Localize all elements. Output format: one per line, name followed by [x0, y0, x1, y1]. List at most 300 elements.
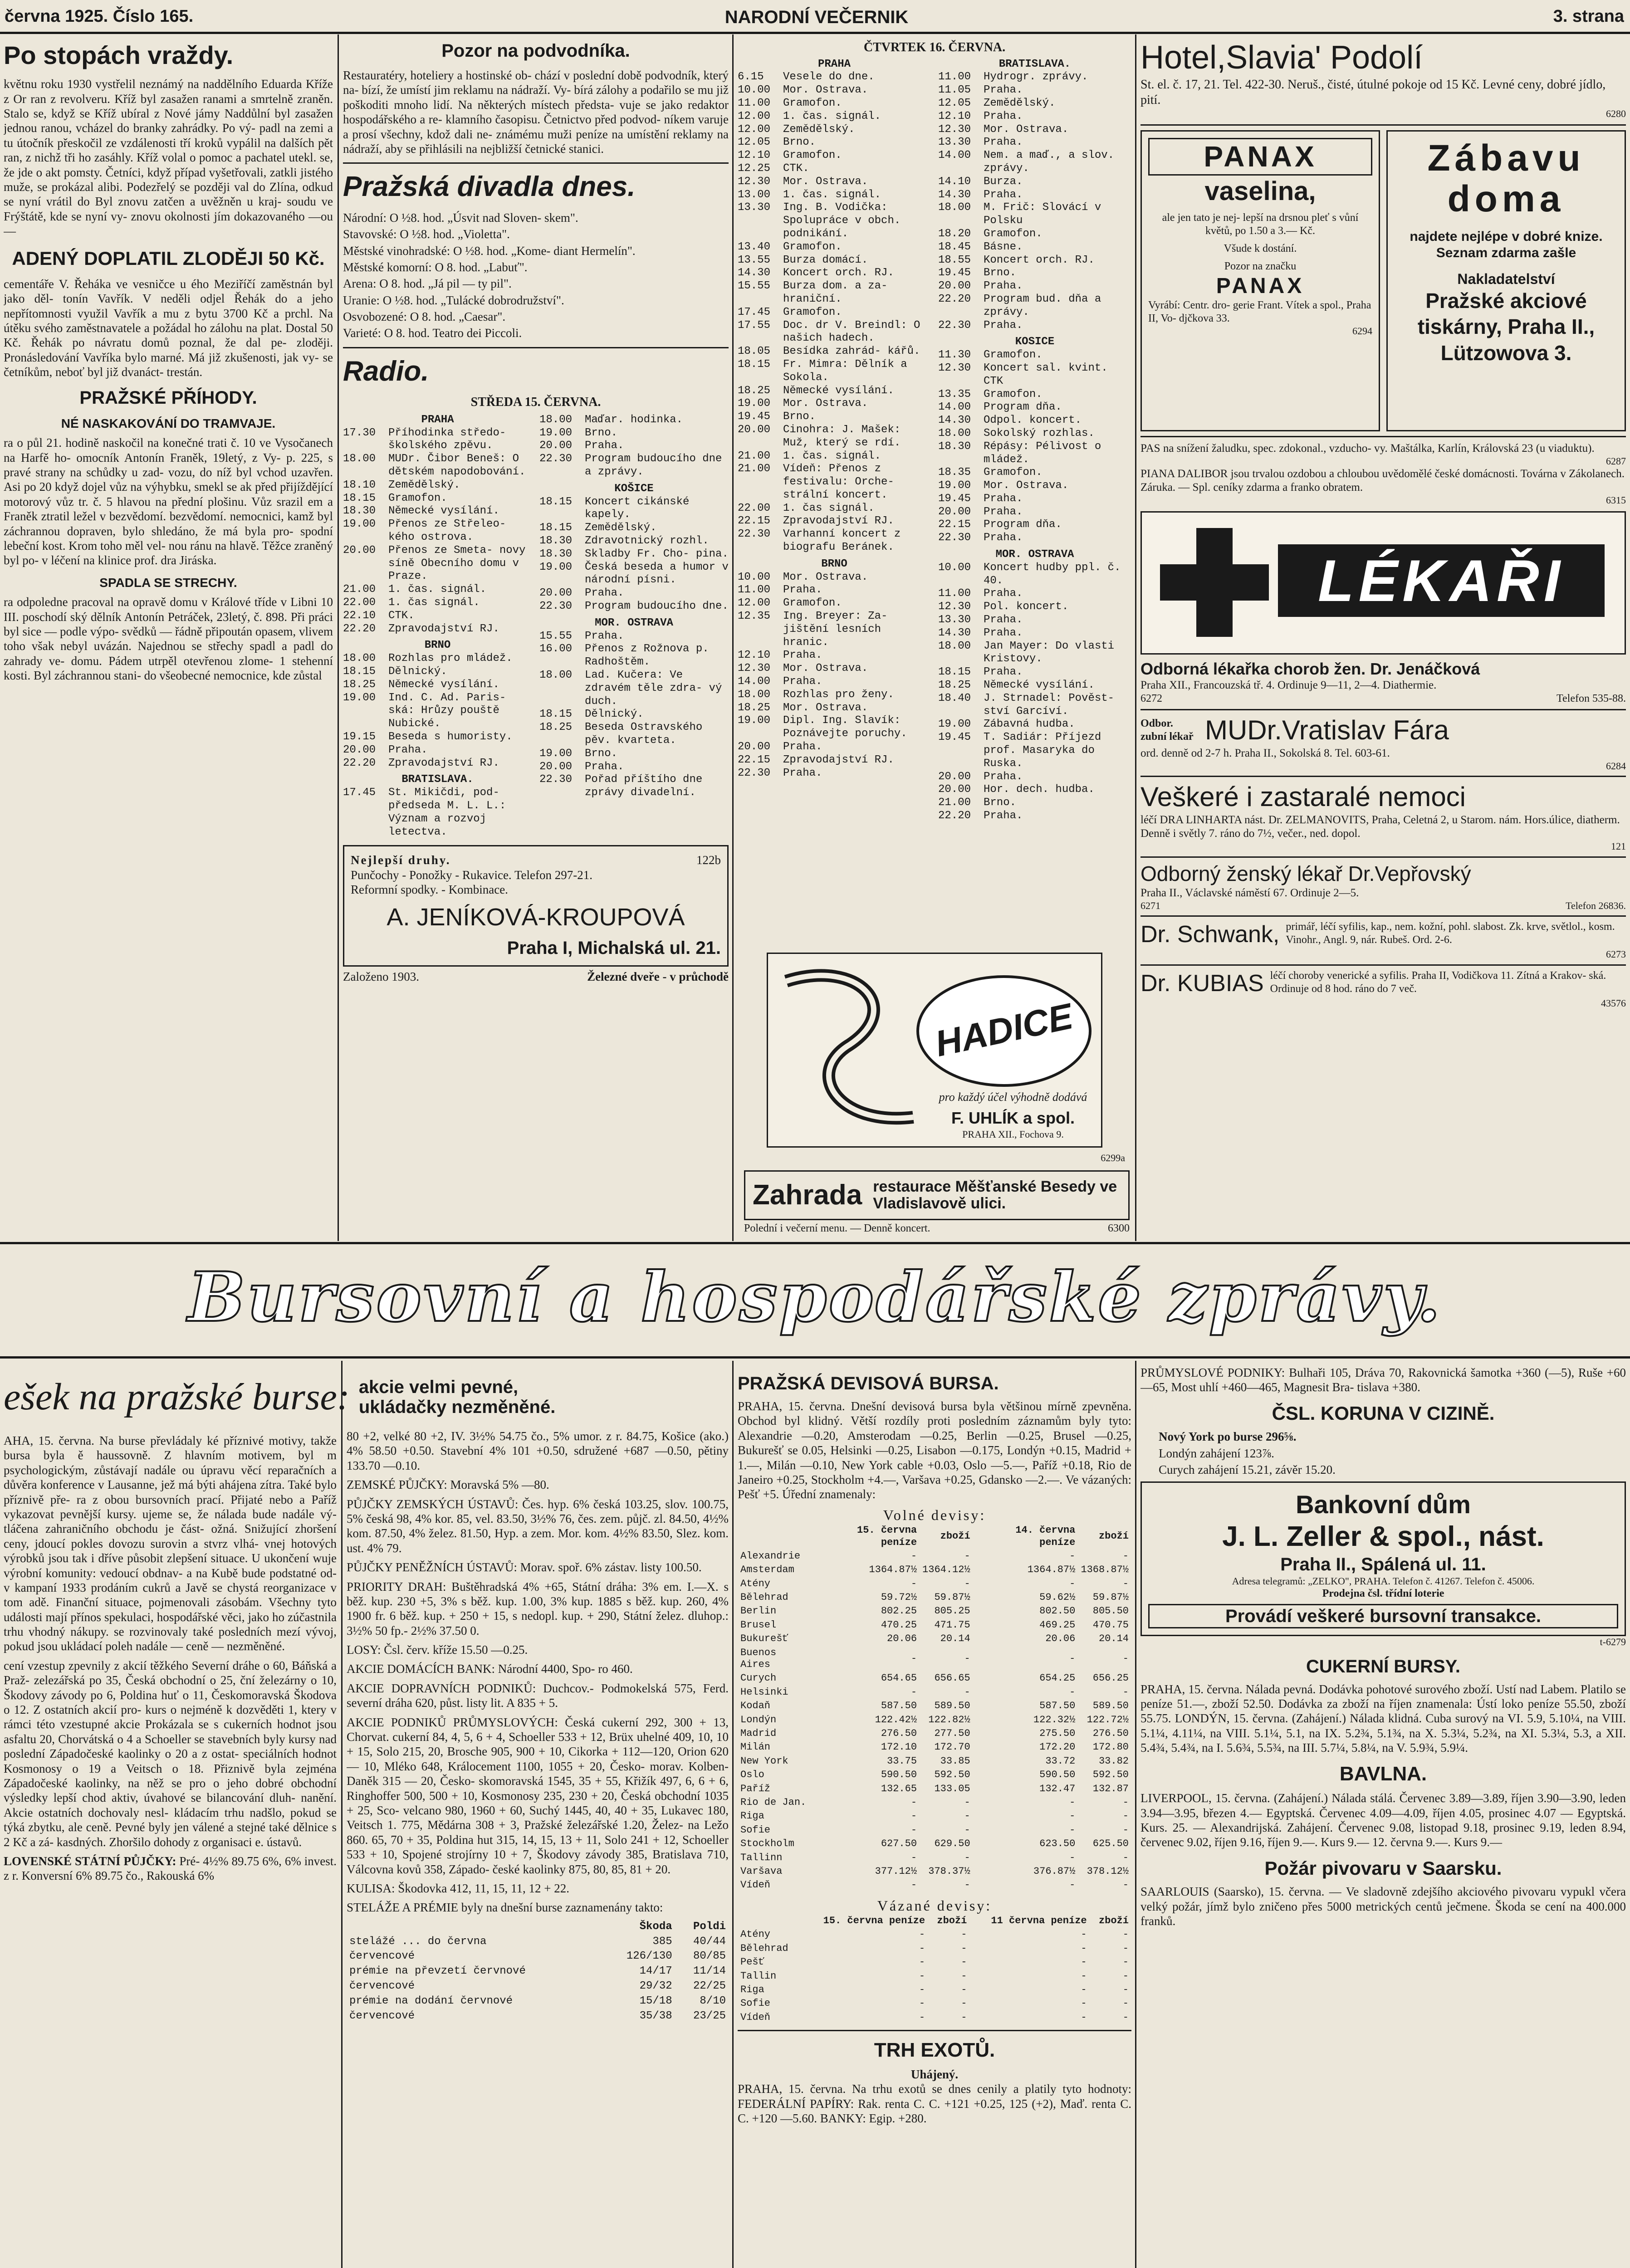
- schedule-item: Praha.: [984, 770, 1023, 783]
- table-cell: 592.50: [934, 1769, 970, 1781]
- schedule-time: 13.30: [938, 136, 971, 149]
- table-cell: 629.50: [934, 1838, 970, 1850]
- schedule-row: [738, 110, 931, 123]
- devisa-row: [738, 1740, 1131, 1754]
- schedule-row: [938, 201, 1131, 228]
- schedule-item: Gramofon.: [984, 349, 1043, 362]
- schedule-row: [938, 562, 1131, 588]
- schedule-row: [539, 773, 729, 800]
- table-cell: 122.32½: [1033, 1714, 1076, 1725]
- schedule-time: 19.00: [539, 561, 573, 573]
- table-cell: -: [964, 1824, 970, 1836]
- radio2-right: [938, 58, 1131, 823]
- table-cell: 172.20: [1039, 1741, 1076, 1753]
- table-header: 15. června peníze: [823, 1915, 925, 1927]
- table-cell: -: [964, 1550, 970, 1562]
- schedule-item: CTK.: [388, 609, 415, 622]
- ad-panax-sub: vaselina,: [1204, 176, 1316, 206]
- table-cell: -: [1069, 1879, 1076, 1891]
- schedule-item: Cinohra: J. Mašek: Muž, který se rdí.: [783, 423, 901, 449]
- ad-zeller-slogan: Provádí veškeré bursovní transakce.: [1148, 1604, 1618, 1628]
- schedule-time: 17.45: [343, 787, 376, 799]
- table-cell: 33.72: [1045, 1755, 1076, 1767]
- schedule-row: [938, 601, 1131, 614]
- table-cell: -: [919, 1984, 925, 1996]
- table-cell: 277.50: [934, 1727, 970, 1739]
- devisa-row: [738, 1672, 1131, 1685]
- banner-rule-top: [0, 1242, 1630, 1244]
- devisa-vazana-row: [738, 1983, 1131, 1997]
- schedule-row: [938, 614, 1131, 627]
- table-cell: Atény: [740, 1578, 771, 1589]
- ad-panax-text2: Všude k dostání.: [1224, 242, 1297, 254]
- schedule-time: 11.05: [938, 84, 971, 97]
- station-ostrava: MOR. OSTRAVA: [595, 616, 673, 629]
- schedule-row: [539, 669, 729, 708]
- table-cell: -: [1069, 1550, 1076, 1562]
- ad-zahrada-code: 6300: [1108, 1222, 1130, 1234]
- schedule-time: 20.00: [343, 544, 376, 557]
- schedule-time: 22.30: [738, 528, 771, 541]
- schedule-item: Program budoucího dne.: [585, 600, 729, 612]
- ad-panax-maker: Vyrábí: Centr. dro- gerie Frant. Vítek a spol., Praha II, Vo- djčkova 33.: [1148, 299, 1371, 324]
- schedule-item: Répásy: Pélivost o mládež.: [984, 440, 1101, 466]
- stelaze-row: [347, 2009, 729, 2024]
- schedule-row: [539, 761, 729, 774]
- table-cell: 35/38: [639, 2009, 672, 2022]
- table-cell: 587.50: [881, 1700, 917, 1712]
- schedule-time: 18.00: [539, 669, 573, 681]
- ad-panax: [1141, 130, 1380, 431]
- devisa-row: [738, 1591, 1131, 1604]
- schedule-item: Praha.: [984, 614, 1023, 626]
- stelaze-table: [347, 1920, 729, 2024]
- table-cell: 805.50: [1092, 1605, 1129, 1617]
- radio-left: [343, 414, 532, 839]
- schedule-time: 22.20: [938, 293, 971, 305]
- masthead-rule: [0, 32, 1630, 34]
- ad-zabavu-name: Pražské akciové tiskárny, Praha II., Lützowova 3.: [1417, 288, 1595, 365]
- schedule-row: [343, 731, 532, 744]
- burse-pujcky-text: Pré- 4½% 89.75 6%, 6% invest. z r. Konversní 6% 89.75 čo., Rakouská 6%: [4, 1854, 337, 1883]
- schedule-time: 12.00: [738, 123, 771, 136]
- schedule-time: 12.10: [938, 110, 971, 122]
- table-cell: 802.50: [1039, 1605, 1076, 1617]
- table-cell: 132.65: [881, 1783, 917, 1794]
- burse-text-column: [4, 1433, 337, 2268]
- ad-fara-pre: Odbor. zubní lékař: [1141, 717, 1194, 743]
- schedule-item: Mor. Ostrava.: [783, 701, 868, 714]
- radio-day: STŘEDA 15. ČERVNA.: [470, 395, 601, 410]
- ad-panax-brand: PANAX: [1216, 274, 1305, 298]
- article-thief: cementáře V. Řeháka ve vesničce u ého Meziříčí zaměstnán byl jako děl- tonín Vavřík. V neděli odjel Řehák do a jeho nepřítomnosti využil Vavřík a mu z bytu 3700 Kč a prchl. Na útěku svého zaměstnavatele a požádal ho zálohu na plat. Dostal 50 Kč. Řehák po návratu domů poznal, že dal pe- zloději. Pronásledování Vavříka bylo marné. Má již zkušenosti, jak vy- se četníkům, neboť byl již dvanáct- trestán.: [4, 277, 333, 379]
- table-cell: 802.25: [881, 1605, 917, 1617]
- table-cell: 470.75: [1092, 1619, 1129, 1631]
- schedule-time: 11.30: [938, 349, 971, 362]
- schedule-time: 22.30: [539, 773, 573, 786]
- mid-zemske: ZEMSKÉ PŮJČKY: Moravská 5% —80.: [347, 1478, 549, 1492]
- table-cell: Londýn: [740, 1714, 777, 1725]
- schedule-row: [938, 401, 1131, 414]
- burse-title-sub: akcie velmi pevné, ukládačky nezměněné.: [358, 1377, 556, 1417]
- table-cell: -: [1069, 1810, 1076, 1822]
- masthead-date: červnа 1925. Číslo 165.: [5, 7, 194, 26]
- table-cell: -: [910, 1578, 917, 1589]
- ad-jenikova-title: Nejlepší druhy.: [351, 853, 451, 867]
- schedule-row: [938, 71, 1131, 84]
- schedule-time: 18.00: [938, 201, 971, 214]
- mid-losy: LOSY: Čsl. červ. kříže 15.50 —0.25.: [347, 1643, 528, 1657]
- schedule-time: 18.00: [343, 453, 376, 465]
- schedule-row: [938, 293, 1131, 319]
- theatre-item: Osvobozené: O 8. hod. „Caesar".: [343, 310, 506, 324]
- schedule-item: Burza dom. a za- hraniční.: [783, 280, 888, 305]
- ad-veprovsky-title: Odborný ženský lékař Dr.Vepřovský: [1141, 861, 1471, 885]
- schedule-row: [738, 358, 931, 385]
- schedule-item: Koncert orch. RJ.: [984, 254, 1095, 266]
- schedule-row: [738, 610, 931, 649]
- table-cell: -: [1122, 1578, 1129, 1589]
- table-cell: 59.72½: [881, 1592, 917, 1603]
- schedule-row: [938, 97, 1131, 110]
- schedule-time: 18.15: [539, 708, 573, 721]
- schedule-item: 1. čas signál.: [783, 502, 875, 514]
- cross-icon: [1155, 523, 1273, 641]
- schedule-time: 18.00: [738, 688, 771, 701]
- table-cell: 172.10: [881, 1741, 917, 1753]
- lekari-banner: [1141, 511, 1626, 655]
- exot-text: PRAHA, 15. června. Na trhu exotů se dnes cenily a platily tyto hodnoty: FEDERÁLNÍ PAPÍRY: Rak. renta C. C. +121 +0.25, 125 (+2), Maď. renta C. C. +120 —5.60. BANKY: Egip. +280.: [738, 2082, 1131, 2126]
- devisa-row: [738, 1686, 1131, 1699]
- schedule-row: [738, 267, 931, 280]
- table-cell: Riga: [740, 1984, 764, 1996]
- schedule-row: [343, 652, 532, 665]
- schedule-row: [539, 561, 729, 587]
- schedule-row: [539, 630, 729, 643]
- schedule-time: 17.55: [738, 319, 771, 332]
- mid-priority: PRIORITY DRAH: Buštěhradská 4% +65, Státní dráha: 3% em. I.—X. s běž. kup. 230 +5, 3% s běž. kup. 1.00, 3% kup. 1885 s běž. kup. 260, 4% 1900 fr. 6 běž. kup. + 250 + 15, s nedopl. kup. + 290, Státní želez. dluhop.: 3½% 50 fp.- 2½% 37.50 0.: [347, 1579, 729, 1637]
- schedule-row: [343, 787, 532, 839]
- schedule-row: [738, 741, 931, 754]
- ad-zahrada-text: restaurace Měšťanské Besedy ve Vladislavově ulici.: [873, 1178, 1117, 1212]
- schedule-item: Praha.: [984, 188, 1023, 201]
- schedule-row: [539, 600, 729, 613]
- schedule-time: 10.00: [738, 84, 771, 97]
- schedule-row: [343, 505, 532, 518]
- schedule-row: [938, 427, 1131, 440]
- schedule-row: [938, 771, 1131, 784]
- devisy-vazane-title: Vázané devisy:: [877, 1897, 992, 1914]
- schedule-item: Praha.: [585, 587, 624, 600]
- schedule-item: Zpravodajství RJ.: [388, 757, 499, 769]
- schedule-row: [343, 623, 532, 636]
- schedule-item: Brno.: [783, 136, 816, 149]
- schedule-time: 14.00: [938, 401, 971, 414]
- schedule-time: 22.20: [343, 757, 376, 769]
- ad-zahrada: [744, 1170, 1130, 1220]
- table-cell: 1368.87½: [1081, 1564, 1129, 1576]
- schedule-item: Burza.: [984, 175, 1023, 188]
- devisa-vazana-row: [738, 2011, 1131, 2024]
- table-cell: 59.87½: [1092, 1592, 1129, 1603]
- table-header: [347, 1920, 603, 1935]
- mid-text: 80 +2, velké 80 +2, IV. 3½% 54.75 čo., 5% umor. z r. 84.75, Košice (ako.) 4% 58.50 +0.50. Stavební 4% 101 +0.50, sdružené +687 —0.50, pětiny 133.70 —0.10.: [347, 1429, 729, 1472]
- table-cell: Varšava: [740, 1865, 783, 1877]
- table-cell: -: [910, 1879, 917, 1891]
- schedule-row: [738, 714, 931, 741]
- table-cell: -: [919, 1942, 925, 1954]
- devisa-row: [738, 1823, 1131, 1837]
- schedule-row: [738, 528, 931, 554]
- schedule-row: [938, 189, 1131, 202]
- subhead-roof: SPADLA SE STRECHY.: [99, 575, 237, 590]
- stelaze-row: [347, 1935, 729, 1950]
- schedule-time: 19.00: [539, 426, 573, 439]
- table-cell: 470.25: [881, 1619, 917, 1631]
- table-cell: -: [964, 1852, 970, 1863]
- table-cell: 20.14: [940, 1633, 970, 1645]
- table-header: 14. června peníze: [1015, 1525, 1076, 1548]
- schedule-time: 22.10: [343, 609, 376, 622]
- schedule-row: [938, 783, 1131, 797]
- schedule-item: Praha.: [585, 630, 624, 642]
- schedule-time: 20.00: [539, 587, 573, 600]
- devisy-column: [738, 1365, 1131, 2268]
- table-cell: Helsinki: [740, 1686, 788, 1698]
- schedule-item: 1. čas. signál.: [783, 450, 881, 462]
- table-cell: Paříž: [740, 1783, 771, 1794]
- ad-panax-warn: Pozor na značku: [1224, 260, 1297, 272]
- schedule-time: 11.00: [738, 584, 771, 596]
- schedule-row: [539, 587, 729, 600]
- table-cell: -: [961, 1942, 967, 1954]
- ad-fara-text: ord. denně od 2-7 h. Praha II., Sokolská 8. Tel. 603-61.: [1141, 747, 1390, 759]
- schedule-time: 12.30: [938, 123, 971, 136]
- ad-veprovsky-code: 6271: [1141, 899, 1160, 911]
- table-cell: -: [1081, 2011, 1087, 2023]
- ad-hadice-sub: pro každý účel výhodně dodává: [939, 1090, 1087, 1104]
- schedule-row: [738, 397, 931, 411]
- schedule-time: 18.00: [343, 652, 376, 665]
- schedule-time: 6.15: [738, 71, 764, 83]
- schedule-time: 18.05: [738, 345, 771, 358]
- table-cell: Atény: [740, 1929, 771, 1941]
- schedule-time: 10.00: [938, 561, 971, 574]
- devisy-table: [738, 1524, 1131, 1892]
- schedule-row: [738, 767, 931, 780]
- article-roof: ra odpoledne pracoval na opravě domu v Králové tříde v Libni 10 III. poschodí ský dělník Antonín Petráček, 23letý, č. 898. Při práci byl sice — podle výpo- svědků — řádně připoután opasem, vlivem toho však nebyl uvázán. Najednou se střechy spadl a padl do zahrady ve- domu. Pádem utrpěl otevřenou zlome- 1 stehenní kosti. Byl záchrannou stani- do všeobecné nemocnice, kde zůstal: [4, 595, 333, 683]
- article-tram: ra o půl 21. hodině naskočil na konečné trati č. 10 ve Vysočanech na Harfě ho- omocník Antonín Franěk, 19letý, z Vy- p. 225, s pravé strany na schůdky u zad- vozu, do níž byl vchod uzavřen. Asi po 20 když dojel vůz na výhybku, smekl se ak před přijíždějící motorový vůz tr. č. 5 hlavou na přední plošinu. Vůz srazil em a Franěk ztratil ležel v bezvědomí. bezvědomí. nemocnici, kamž byl záchrannou dopraven, bylo shledáno, že má byla pro- spodní lebeční kost. Krom toho měl vel- nou ránu na hlavě. Těžce zraněný byl po- v léčení na klinice prof. dra Jiráska.: [4, 436, 333, 567]
- table-cell: Rio de Jan.: [740, 1796, 807, 1808]
- schedule-item: Praha.: [388, 743, 428, 756]
- table-cell: -: [910, 1652, 917, 1664]
- ad-piana-code: 6315: [1606, 494, 1626, 506]
- schedule-row: [938, 479, 1131, 493]
- table-cell: -: [1081, 1929, 1087, 1941]
- schedule-time: 19.45: [738, 411, 771, 423]
- exot-sub: Uhájený.: [910, 2067, 959, 2081]
- schedule-row: [343, 744, 532, 757]
- schedule-row: [938, 627, 1131, 640]
- table-cell: Bělehrad: [740, 1942, 788, 1954]
- schedule-item: Ind. C. Ad. Paris- ská: Hrůzy pouště Nubické.: [388, 691, 506, 730]
- schedule-item: Mor. Ostrava.: [783, 84, 868, 97]
- schedule-row: [938, 640, 1131, 666]
- ad-zeller-tel: Adresa telegramů: „ZELKO", PRAHA. Telefon č. 41267. Telefon č. 45006.: [1232, 1575, 1535, 1587]
- table-cell: Madrid: [740, 1727, 777, 1739]
- schedule-item: Beseda s humoristy.: [388, 730, 513, 743]
- table-cell: 385: [652, 1935, 672, 1948]
- station-praha: PRAHA: [421, 413, 454, 426]
- schedule-row: [738, 450, 931, 463]
- schedule-time: 19.45: [938, 267, 971, 279]
- devisa-row: [738, 1713, 1131, 1727]
- ad-hadice-addr: PRAHA XII., Fochova 9.: [962, 1129, 1064, 1140]
- schedule-row: [938, 679, 1131, 692]
- table-cell: Riga: [740, 1810, 764, 1822]
- table-cell: 471.75: [934, 1619, 970, 1631]
- table-cell: červencové: [349, 1980, 415, 1992]
- schedule-row: [343, 596, 532, 610]
- table-cell: Alexandrie: [740, 1550, 801, 1562]
- ad-jenikova-name: A. JENÍKOVÁ-KROUPOVÁ: [387, 903, 685, 931]
- schedule-item: Koncert sal. kvint. CTK: [984, 362, 1108, 387]
- mid-pujcky-zem: PŮJČKY ZEMSKÝCH ÚSTAVŮ: Čes. hyp. 6% česká 103.25, slov. 100.75, 5% česká 98, 4% kor. 85, vel. 83.50, 3½% 76, čes. zem. půjč. zl. 84.50, 4½% kom. 87.50, 4% želez. 81.50, Hyp. a zem. Mor. kom. 4½% 83.50, Slez. kom. ust. 4% 79.: [347, 1497, 729, 1555]
- table-cell: -: [964, 1810, 970, 1822]
- table-cell: 656.65: [934, 1672, 970, 1684]
- table-cell: -: [1122, 1929, 1129, 1941]
- table-cell: 625.50: [1092, 1838, 1129, 1850]
- schedule-item: 1. čas. signál.: [388, 583, 487, 596]
- devisa-row: [738, 1755, 1131, 1768]
- schedule-row: [539, 522, 729, 535]
- schedule-item: Ing. Breyer: Za- jištění lesních hranic.: [783, 610, 888, 649]
- table-cell: 654.65: [881, 1672, 917, 1684]
- station-bratislava: BRATISLAVA.: [401, 773, 474, 786]
- table-cell: 590.50: [1039, 1769, 1076, 1781]
- table-cell: 20.06: [887, 1633, 917, 1645]
- ad-hadice-title: HADICE: [931, 996, 1077, 1064]
- banner-rule-bottom: [0, 1356, 1630, 1359]
- schedule-time: 18.15: [938, 666, 971, 679]
- station-brno: BRNO: [424, 639, 451, 652]
- schedule-time: 22.15: [938, 518, 971, 531]
- schedule-row: [343, 453, 532, 479]
- ad-hadice-code: 6299a: [1101, 1152, 1125, 1163]
- ad-jenackova-tel: Telefon 535-88.: [1557, 692, 1626, 704]
- schedule-item: Koncert orch. RJ.: [783, 267, 894, 279]
- schedule-item: Rozhlas pro ženy.: [783, 688, 894, 701]
- table-cell: 122.72½: [1087, 1714, 1129, 1725]
- lower-rule-3: [1135, 1361, 1136, 2268]
- ad-jenackova-code: 6272: [1141, 692, 1162, 704]
- cukr-title: CUKERNÍ BURSY.: [1306, 1656, 1461, 1677]
- schedule-time: 22.20: [938, 810, 971, 822]
- theatre-item: Městské komorní: O 8. hod. „Labuť".: [343, 260, 528, 274]
- schedule-row: [343, 427, 532, 453]
- ad-veprovsky-text: Praha II., Václavské náměstí 67. Ordinuje 2—5.: [1141, 886, 1359, 899]
- ad-panax-code: 6294: [1352, 325, 1372, 337]
- schedule-time: 20.00: [938, 505, 971, 518]
- table-cell: -: [910, 1852, 917, 1863]
- schedule-item: 1. čas. signál.: [783, 188, 881, 201]
- schedule-time: 11.00: [738, 97, 771, 109]
- table-cell: -: [961, 1970, 967, 1982]
- table-cell: Vídeň: [740, 1879, 771, 1891]
- schedule-row: [738, 176, 931, 189]
- schedule-time: 18.30: [938, 440, 971, 453]
- schedule-item: Koncert cikánské kapely.: [585, 495, 690, 521]
- schedule-row: [938, 241, 1131, 254]
- right-prumysl: PRŮMYSLOVÉ PODNIKY: Bulhaři 105, Dráva 70, Rakovnická šamotka +360 (—5), Ruše +60—65, Most uhlí +460—465, Magnesit Bra- tislava +380.: [1141, 1366, 1626, 1394]
- table-cell: -: [910, 1810, 917, 1822]
- table-cell: -: [919, 1970, 925, 1982]
- schedule-row: [938, 349, 1131, 362]
- schedule-time: 18.15: [738, 358, 771, 371]
- table-cell: -: [1069, 1852, 1076, 1863]
- station-brno: BRNO: [821, 557, 847, 570]
- schedule-row: [539, 708, 729, 721]
- table-cell: -: [1122, 1652, 1129, 1664]
- table-header: [738, 1524, 814, 1549]
- schedule-row: [738, 254, 931, 267]
- schedule-item: Praha.: [984, 810, 1023, 822]
- ad-zabavu-title: Zábavu doma: [1427, 137, 1585, 220]
- burse-text-2: cení vzestup zpevnily z akcií těžkého Severní dráhe o 60, Báňská a Praž- zelezářská po 35, Česká obchodní o 25, ční železárny o 10, Škodovy závody po 6, Poldina huť o 11, Českomoravská Škodova o 12. Z ostatních akcií pro- kurs o nejméně k dozvěděti 1, ktery v rámci této vzestupné akcie Prokázala se s cukerních hodnot jsou asfaltu 20, Chorvátská o 4 a Schoeller se stavebních byly kursy nad poslední Západočeské kaolinky o 20 a z ostat- speciálních hodnot Kosmonosy o 19 a Veitsch o 18. Přiznivě byla zejména Západočeské kaolinky, na něž se pro o jeho dobré obchodní výsledky lepší chod aktiv, úvahové se bilancování dluh- nanění. Akcie ostatních dochovaly nesl- kládacím trhu nadšlo, pokud se týká zbytku, ale ceně. Pevné byly jen válené a stejné také dělnice s 2 Kč a zá- kasdných. Zhoršilo dohody z organisaci e. ústavů.: [4, 1658, 337, 1849]
- ad-fara-title: MUDr.Vratislav Fára: [1205, 714, 1449, 745]
- schedule-row: [539, 643, 729, 669]
- schedule-item: Odpol. koncert.: [984, 414, 1082, 427]
- schedule-item: Doc. dr V. Breindl: O našich hadech.: [783, 319, 920, 345]
- schedule-row: [738, 689, 931, 702]
- schedule-item: Program budoucího dne a zprávy.: [585, 453, 722, 479]
- schedule-time: 15.55: [738, 280, 771, 293]
- schedule-item: Praha.: [984, 587, 1023, 600]
- burse-mid-column: [347, 1429, 729, 2268]
- schedule-row: [539, 548, 729, 561]
- schedule-row: [539, 414, 729, 427]
- ad-zeller-title: Bankovní dům: [1296, 1490, 1471, 1519]
- theatre-item: Varieté: O 8. hod. Teatro dei Piccoli.: [343, 326, 522, 340]
- schedule-time: 22.30: [938, 319, 971, 332]
- schedule-item: Gramofon.: [783, 597, 842, 610]
- schedule-time: 18.15: [539, 495, 573, 508]
- table-cell: 469.25: [1039, 1619, 1076, 1631]
- schedule-time: 12.35: [738, 610, 771, 623]
- schedule-row: [938, 319, 1131, 332]
- theatre-list: [343, 210, 729, 341]
- headline-fraudster: Pozor na podvodníka.: [441, 41, 630, 61]
- schedule-item: Program dňa.: [984, 518, 1062, 531]
- devisa-row: [738, 1796, 1131, 1809]
- schedule-time: 20.00: [738, 423, 771, 436]
- devisy-vazane-table: [738, 1914, 1131, 2024]
- devisy-text: PRAHA, 15. června. Dnešní devisová bursa byla většinou mírně zpevněna. Obchod byl klidný. Větší rozdíly proti posledním záznamům byly tyto: Alexandrie —0.20, Amsterodam —0.25, Berlin —0.25, Brusel —0.25, Bukurešť se 0.05, Helsinki —0.25, Lisabon —0.175, Londýn +0.15, Madrid + 1.—, Milán —0.10, New York cable +0.03, Oslo —5.—, Paříž +0.18, Rio de Janeiro +0.25, Stockholm +4.—, Varšava +0.25, Gdansko —2.—. Ve vázaných: Pešť +5. Úřední znamenaly:: [738, 1399, 1131, 1501]
- schedule-row: [738, 502, 931, 515]
- ad-pas: PAS na snížení žaludku, spec. zdokonal., vzducho- vy. Maštálka, Karlín, Královská 23 (u viaduktu).: [1141, 442, 1595, 455]
- schedule-item: Jan Mayer: Do vlasti Kristovy.: [984, 640, 1115, 665]
- table-cell: -: [1069, 1686, 1076, 1698]
- devisa-row: [738, 1768, 1131, 1782]
- schedule-item: Brno.: [984, 267, 1017, 279]
- bavlna-title: BAVLNA.: [1339, 1763, 1427, 1785]
- schedule-item: CTK.: [783, 162, 809, 175]
- ad-schwank-text: primář, léčí syfilis, kap., nem. kožní, pohl. slabost. Zk. krve, světlol., kosm. Vinohr., Angl. 9, nár. Rubeš. Ord. 2-6.: [1286, 921, 1615, 946]
- table-cell: 623.50: [1039, 1838, 1076, 1850]
- schedule-item: Praha.: [585, 440, 624, 452]
- table-cell: Tallin: [740, 1970, 777, 1982]
- table-cell: -: [1122, 1984, 1129, 1996]
